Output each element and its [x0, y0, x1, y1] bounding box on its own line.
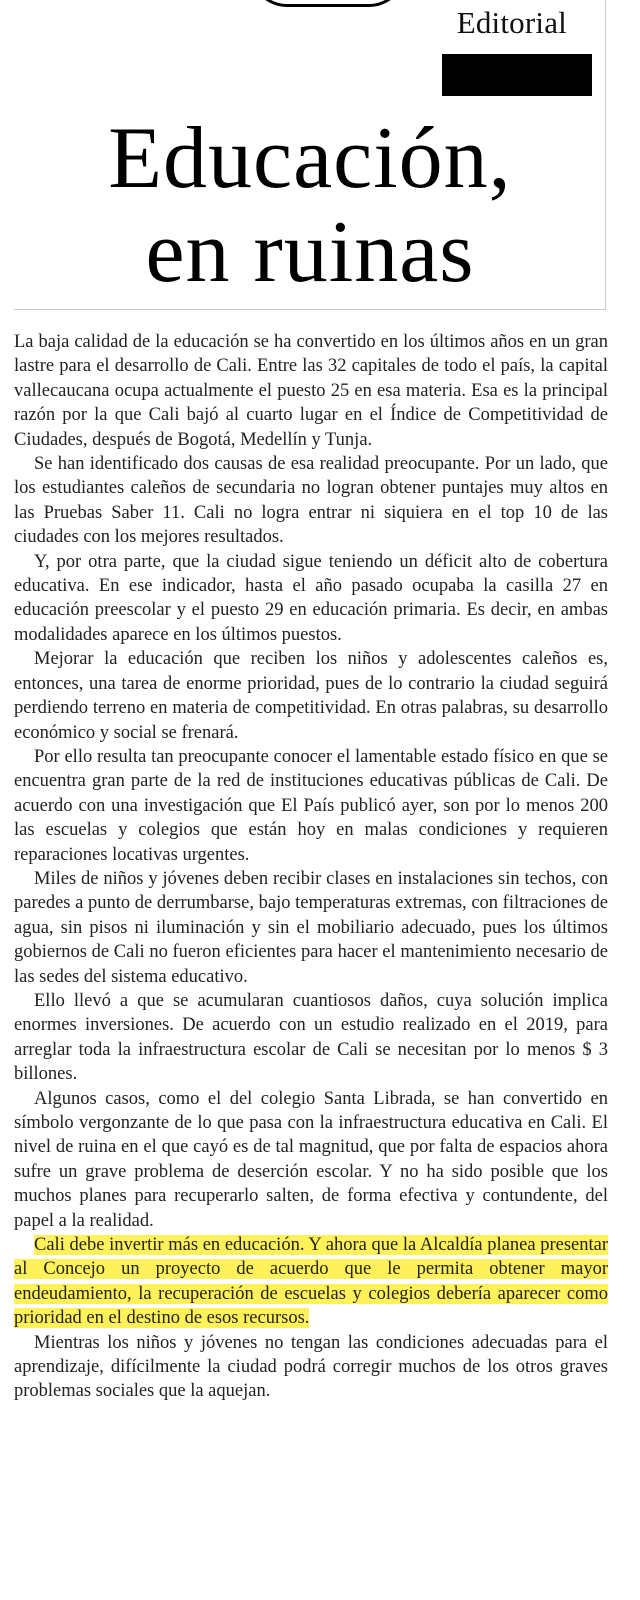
headline	[14, 112, 606, 300]
paragraph-10: Mientras los niños y jóvenes no tengan las condiciones adecuadas para el aprendizaje, difícilmente la ciudad podrá corregir muchos de los otros graves problemas sociales que la aquejan.	[14, 1332, 608, 1402]
paragraph-7: Ello llevó a que se acumularan cuantiosos daños, cuya solución implica enormes inversiones. De acuerdo con un estudio realizado en el 2019, para arreglar toda la infraestructura escolar de Cali se necesitan por lo menos $ 3 billones.	[14, 990, 608, 1085]
paragraph-6: Miles de niños y jóvenes deben recibir clases en instalaciones sin techos, con paredes a punto de derrumbarse, bajo temperaturas extremas, con filtraciones de agua, sin pisos ni iluminación y sin el mobiliario adecuado, pues los últimos gobiernos de Cali no fueron eficientes para hacer el mantenimiento necesario de las sedes del sistema educativo.	[14, 868, 608, 987]
editorial-header	[14, 0, 606, 310]
paragraph-2: Se han identificado dos causas de esa realidad preocupante. Por un lado, que los estudiantes caleños de secundaria no logran obtener puntajes muy altos en las Pruebas Saber 11. Cali no logra entrar ni siquiera en el top 10 de las ciudades con los mejores resultados.	[14, 454, 608, 548]
paragraph-1: La baja calidad de la educación se ha convertido en los últimos años en un gran lastre para el desarrollo de Cali. Entre las 32 capitales de todo el país, la capital vallecaucana ocupa actualmente el puesto 25 en esa materia. Esa es la principal razón por la que Cali bajó al cuarto lugar en el Índice de Competitividad de Ciudades, después de Bogotá, Medellín y Tunja.	[14, 332, 608, 450]
section-label: Editorial	[456, 5, 567, 40]
paragraph-9-highlighted	[14, 1233, 608, 1331]
headline-line-2: en ruinas	[145, 204, 475, 301]
paragraph-4: Mejorar la educación que reciben los niños y adolescentes caleños es, entonces, una tarea de enorme prioridad, pues de lo contrario la ciudad seguirá perdiendo terreno en materia de competitividad. En otras palabras, su desarrollo económico y social se frenará.	[14, 649, 608, 743]
headline-line-1: Educación,	[108, 110, 512, 207]
highlighted-text: Cali debe invertir más en educación. Y ahora que la Alcaldía planea presentar al Concejo un proyecto de acuerdo que le permita obtener mayor endeudamiento, la recuperación de escuelas y colegios debería aparecer como prioridad en el destino de esos recursos.	[14, 1235, 608, 1329]
paragraph-3: Y, por otra parte, que la ciudad sigue teniendo un déficit alto de cobertura educativa. En ese indicador, hasta el año pasado ocupaba la casilla 27 en educación preescolar y el puesto 29 en educación primaria. Es decir, en ambas modalidades aparece en los últimos puestos.	[14, 551, 608, 645]
paragraph-5: Por ello resulta tan preocupante conocer el lamentable estado físico en que se encuentra gran parte de la red de instituciones educativas públicas de Cali. De acuerdo con una investigación que El País publicó ayer, son por lo menos 200 las escuelas y colegios que están hoy en malas condiciones y requieren reparaciones locativas urgentes.	[14, 746, 608, 865]
redaction-block	[442, 54, 592, 96]
article-body	[14, 330, 608, 1404]
paragraph-8: Algunos casos, como el del colegio Santa Librada, se han convertido en símbolo vergonzante de lo que pasa con la infraestructura educativa en Cali. El nivel de ruina en el que cayó es de tal magnitud, que por falta de espacios ahora sufre un grave problema de deserción escolar. Y no ha sido posible que los muchos planes para recuperarlo salten, de forma efectiva y contundente, del papel a la realidad.	[14, 1088, 608, 1231]
